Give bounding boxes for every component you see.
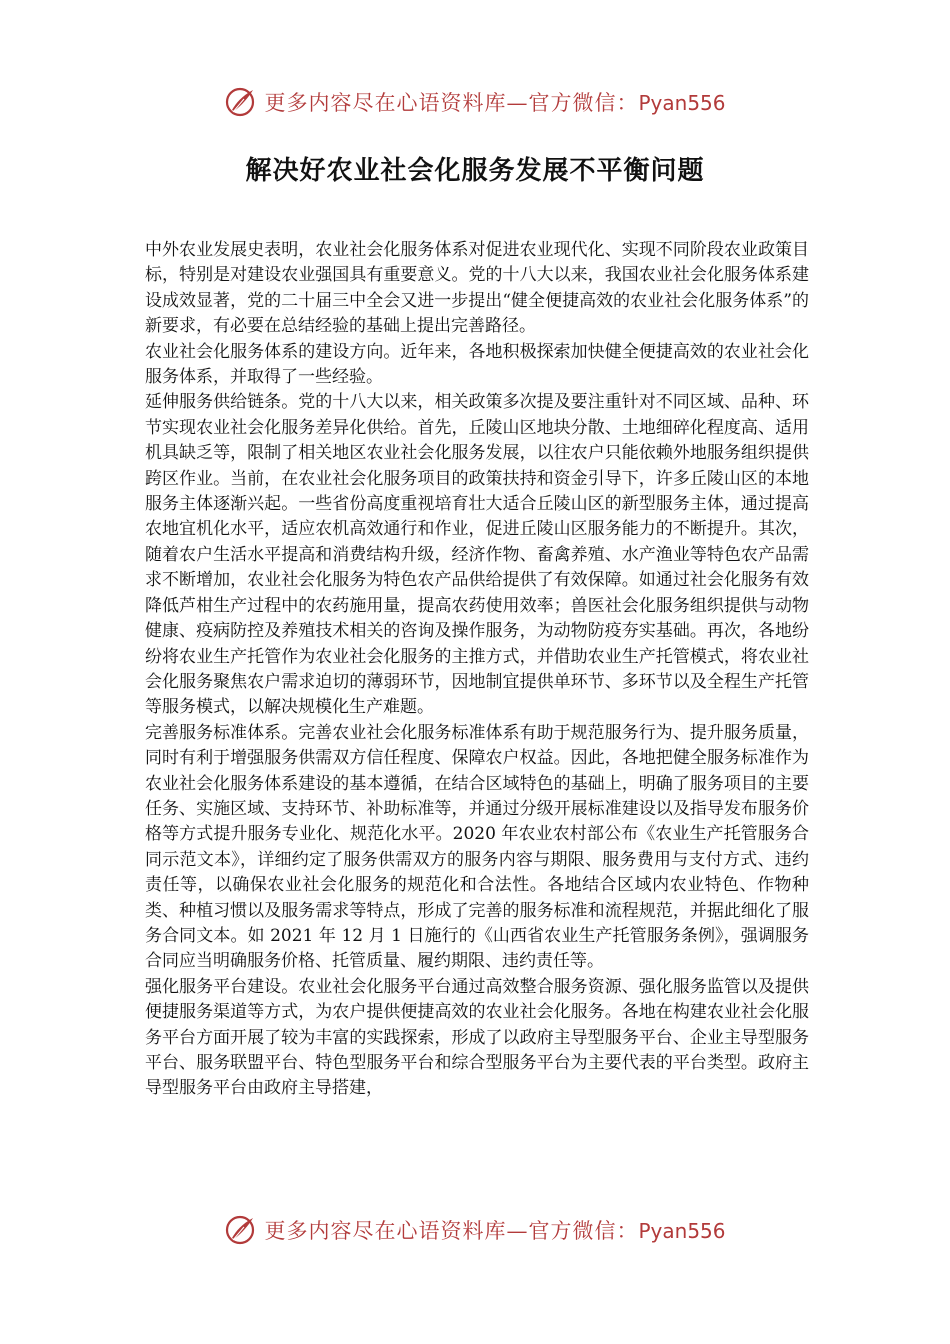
document-body [145,238,809,1102]
quill-circle-icon [224,1213,258,1247]
footer-watermark [0,1210,950,1250]
quill-circle-icon [224,85,258,119]
paragraph: 中外农业发展史表明，农业社会化服务体系对促进农业现代化、实现不同阶段农业政策目标，特别是对建设农业强国具有重要意义。党的十八大以来，我国农业社会化服务体系建设成效显著，党的二十届三中全会又进一步提出“健全便捷高效的农业社会化服务体系”的新要求，有必要在总结经验的基础上提出完善路径。 [145,240,809,337]
header-watermark [0,82,950,122]
paragraph: 完善服务标准体系。完善农业社会化服务标准体系有助于规范服务行为、提升服务质量，同时有利于增强服务供需双方信任程度、保障农户权益。因此，各地把健全服务标准作为农业社会化服务体系建设的基本遵循，在结合区域特色的基础上，明确了服务项目的主要任务、实施区域、支持环节、补助标准等，并通过分级开展标准建设以及指导发布服务价格等方式提升服务专业化、规范化水平。2020 年农业农村部公布《农业生产托管服务合同示范文本》，详细约定了服务供需双方的服务内容与期限、服务费用与支付方式、违约责任等，以确保农业社会化服务的规范化和合法性。各地结合区域内农业特色、作物种类、种植习惯以及服务需求等特点，形成了完善的服务标准和流程规范，并据此细化了服务合同文本。如 2021 年 12 月 1 日施行的《山西省农业生产托管服务条例》，强调服务合同应当明确服务价格、托管质量、履约期限、违约责任等。 [145,722,809,972]
paragraph: 延伸服务供给链条。党的十八大以来，相关政策多次提及要注重针对不同区域、品种、环节实现农业社会化服务差异化供给。首先，丘陵山区地块分散、土地细碎化程度高、适用机具缺乏等，限制了相关地区农业社会化服务发展，以往农户只能依赖外地服务组织提供跨区作业。当前，在农业社会化服务项目的政策扶持和资金引导下，许多丘陵山区的本地服务主体逐渐兴起。一些省份高度重视培育壮大适合丘陵山区的新型服务主体，通过提高农地宜机化水平，适应农机高效通行和作业，促进丘陵山区服务能力的不断提升。其次，随着农户生活水平提高和消费结构升级，经济作物、畜禽养殖、水产渔业等特色农产品需求不断增加，农业社会化服务为特色农产品供给提供了有效保障。如通过社会化服务有效降低芦柑生产过程中的农药施用量，提高农药使用效率；兽医社会化服务组织提供与动物健康、疫病防控及养殖技术相关的咨询及操作服务，为动物防疫夯实基础。再次，各地纷纷将农业生产托管作为农业社会化服务的主推方式，并借助农业生产托管模式，将农业社会化服务聚焦农户需求迫切的薄弱环节，因地制宜提供单环节、多环节以及全程生产托管等服务模式，以解决规模化生产难题。 [145,392,809,718]
document-title: 解决好农业社会化服务发展不平衡问题 [245,156,705,186]
watermark-text: 更多内容尽在心语资料库—官方微信：Pyan556 [264,91,726,115]
watermark-text: 更多内容尽在心语资料库—官方微信：Pyan556 [264,1219,726,1243]
paragraph: 强化服务平台建设。农业社会化服务平台通过高效整合服务资源、强化服务监管以及提供便捷服务渠道等方式，为农户提供便捷高效的农业社会化服务。各地在构建农业社会化服务平台方面开展了较为丰富的实践探索，形成了以政府主导型服务平台、企业主导型服务平台、服务联盟平台、特色型服务平台和综合型服务平台为主要代表的平台类型。政府主导型服务平台由政府主导搭建， [145,976,809,1099]
paragraph: 农业社会化服务体系的建设方向。近年来，各地积极探索加快健全便捷高效的农业社会化服务体系，并取得了一些经验。 [145,341,809,388]
